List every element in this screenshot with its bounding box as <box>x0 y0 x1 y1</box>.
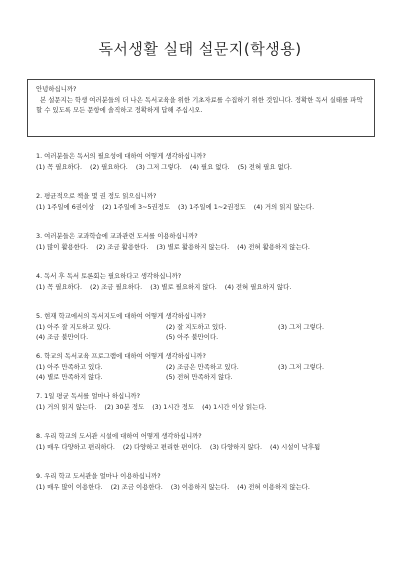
option-3[interactable]: (3) 그저 그렇다. <box>278 322 325 331</box>
option-2[interactable]: (2) 조금은 만족하고 있다. <box>166 362 239 371</box>
option-5[interactable]: (5) 아주 불만이다. <box>166 333 219 341</box>
option-1[interactable]: (1) 꼭 필요하다. <box>36 162 83 171</box>
option-4[interactable]: (4) 전혀 활용하지 않는다. <box>237 242 310 251</box>
option-1[interactable]: (1) 아주 잘 지도하고 있다. <box>36 322 111 331</box>
option-4[interactable]: (4) 1시간 이상 읽는다. <box>202 402 267 411</box>
option-grid <box>36 322 376 343</box>
option-4[interactable]: (4) 조금 불만이다. <box>36 333 89 341</box>
question-text: 3. 여러분들은 교과학습에 교과관련 도서를 이용하십니까? <box>36 232 198 240</box>
option-2[interactable]: (2) 다양하고 편리한 편이다. <box>122 442 202 451</box>
question-text: 5. 현재 학교에서의 독서지도에 대하여 어떻게 생각하십니까? <box>36 312 206 320</box>
notice-greeting: 안녕하십니까? <box>36 85 77 93</box>
option-3[interactable]: (3) 그저 그렇다. <box>135 162 182 171</box>
option-3[interactable]: (3) 1주일에 1~2권정도 <box>178 202 246 211</box>
question-8 <box>36 431 376 471</box>
option-grid <box>36 362 376 383</box>
question-4 <box>36 271 376 311</box>
option-1[interactable]: (1) 많이 활용한다. <box>36 242 89 251</box>
option-2[interactable]: (2) 30분 정도 <box>104 402 145 411</box>
option-2[interactable]: (2) 조금 활용한다. <box>96 242 149 251</box>
option-row <box>36 282 376 293</box>
notice-box <box>27 79 375 137</box>
option-2[interactable]: (2) 잘 지도하고 있다. <box>166 322 227 331</box>
option-2[interactable]: (2) 조금 필요하다. <box>90 282 143 291</box>
question-7 <box>36 391 376 431</box>
option-4[interactable]: (4) 전혀 필요하지 않다. <box>224 282 292 291</box>
option-3[interactable]: (3) 별로 필요하지 않다. <box>150 282 217 291</box>
option-4[interactable]: (4) 전혀 이용하지 않는다. <box>237 482 310 491</box>
option-1[interactable]: (1) 매우 많이 이용한다. <box>36 482 103 491</box>
question-3 <box>36 231 376 271</box>
option-3[interactable]: (3) 별로 활용하지 않는다. <box>156 242 230 251</box>
option-1[interactable]: (1) 1주일에 6권이상 <box>36 202 95 211</box>
question-text: 9. 우리 학교 도서관을 얼마나 이용하십니까? <box>36 472 161 480</box>
option-5[interactable]: (5) 전혀 만족하지 않다. <box>166 373 233 381</box>
option-row <box>36 402 376 413</box>
option-1[interactable]: (1) 거의 읽지 않는다. <box>36 402 97 411</box>
option-row <box>36 482 376 493</box>
option-4[interactable]: (4) 거의 읽지 않는다. <box>253 202 315 211</box>
option-4[interactable]: (4) 시설이 낙후됨 <box>270 442 321 451</box>
question-2 <box>36 191 376 231</box>
question-text: 1. 여러분들은 독서의 필요성에 대하여 어떻게 생각하십니까? <box>36 152 206 160</box>
option-2[interactable]: (2) 조금 이용한다. <box>110 482 163 491</box>
page-title: 독서생활 실태 설문지(학생용) <box>98 40 302 58</box>
option-3[interactable]: (3) 다양하지 않다. <box>209 442 263 451</box>
option-5[interactable]: (5) 전혀 필요 없다. <box>237 162 292 171</box>
option-2[interactable]: (2) 1주일에 3~5권정도 <box>102 202 171 211</box>
option-3[interactable]: (3) 1시간 정도 <box>152 402 195 411</box>
question-text: 6. 학교의 독서교육 프로그램에 대하여 어떻게 생각하십니까? <box>36 352 206 360</box>
question-1 <box>36 151 376 191</box>
option-row <box>36 442 376 453</box>
question-text: 7. 1일 평균 독서를 얼마나 하십니까? <box>36 392 140 400</box>
question-text: 4. 독서 후 독서 토론회는 필요하다고 생각하십니까? <box>36 272 182 280</box>
option-row <box>36 242 376 253</box>
option-1[interactable]: (1) 꼭 필요하다. <box>36 282 83 291</box>
option-1[interactable]: (1) 아주 만족하고 있다. <box>36 362 103 371</box>
question-text: 2. 평균적으로 책을 몇 권 정도 읽으십니까? <box>36 192 157 200</box>
option-3[interactable]: (3) 그저 그렇다. <box>278 362 325 371</box>
notice-body: 본 설문지는 학생 여러분들의 더 나은 독서교육을 위한 기초자료를 수집하기 위한 것입니다. 정확한 독서 실태를 파악할 수 있도록 모든 문항에 솔직하고 정확하게 답해 주십시오. <box>36 95 363 114</box>
question-5 <box>36 311 376 351</box>
option-row <box>36 162 376 173</box>
option-1[interactable]: (1) 매우 다양하고 편리하다. <box>36 442 115 451</box>
question-6 <box>36 351 376 391</box>
question-list <box>36 151 376 511</box>
question-9 <box>36 471 376 511</box>
option-3[interactable]: (3) 이용하지 않는다. <box>170 482 230 491</box>
option-4[interactable]: (4) 필요 없다. <box>189 162 230 171</box>
question-text: 8. 우리 학교의 도서관 시설에 대하여 어떻게 생각하십니까? <box>36 432 202 440</box>
option-4[interactable]: (4) 별로 만족하지 않다. <box>36 373 103 381</box>
option-row <box>36 202 376 213</box>
option-2[interactable]: (2) 필요하다. <box>90 162 128 171</box>
